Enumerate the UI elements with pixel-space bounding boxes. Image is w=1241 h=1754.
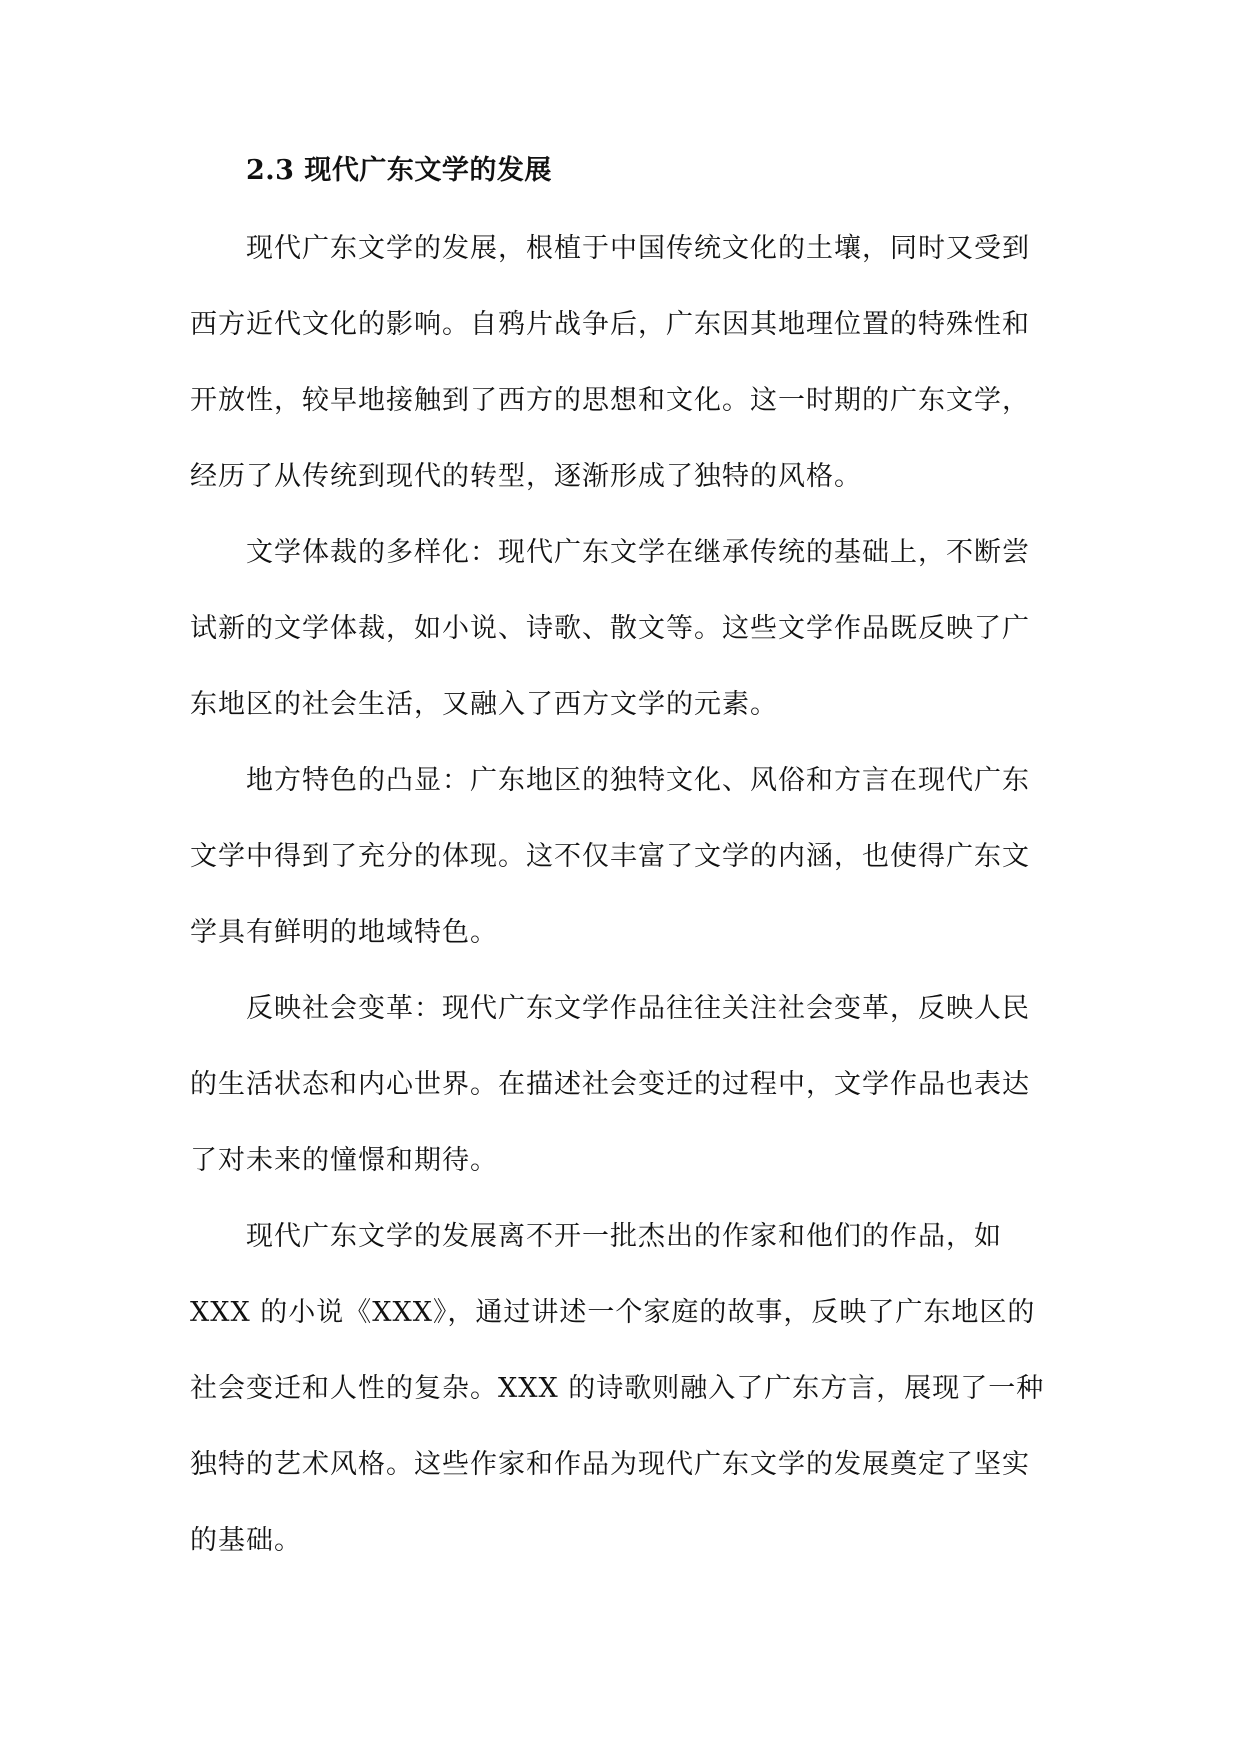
paragraph-line: 学具有鲜明的地域特色。 (190, 917, 498, 948)
paragraph-line: 现代广东文学的发展，根植于中国传统文化的土壤，同时又受到 (246, 233, 1030, 264)
section-heading: 2.3 现代广东文学的发展 (246, 155, 552, 186)
paragraph-line: 现代广东文学的发展离不开一批杰出的作家和他们的作品，如 (246, 1221, 1002, 1252)
paragraph-line: 的生活状态和内心世界。在描述社会变迁的过程中，文学作品也表达 (190, 1069, 1030, 1100)
paragraph-line: 文学体裁的多样化：现代广东文学在继承传统的基础上，不断尝 (246, 537, 1030, 568)
paragraph-writers-and-works (190, 1216, 1070, 1596)
paragraph-line: 地方特色的凸显：广东地区的独特文化、风俗和方言在现代广东 (246, 765, 1030, 796)
paragraph-social-change (190, 988, 1070, 1216)
paragraph-line: 东地区的社会生活，又融入了西方文学的元素。 (190, 689, 778, 720)
paragraph-line: 试新的文学体裁，如小说、诗歌、散文等。这些文学作品既反映了广 (190, 613, 1030, 644)
paragraph-line: 了对未来的憧憬和期待。 (190, 1145, 498, 1176)
paragraph-line: 文学中得到了充分的体现。这不仅丰富了文学的内涵，也使得广东文 (190, 841, 1030, 872)
paragraph-line: 反映社会变革：现代广东文学作品往往关注社会变革，反映人民 (246, 993, 1030, 1024)
paragraph-line: 社会变迁和人性的复杂。XXX 的诗歌则融入了广东方言，展现了一种 (190, 1373, 1045, 1404)
paragraph-introduction (190, 228, 1070, 532)
paragraph-line: XXX 的小说《XXX》，通过讲述一个家庭的故事，反映了广东地区的 (190, 1297, 1036, 1328)
paragraph-genre-diversity (190, 532, 1070, 760)
paragraph-line: 独特的艺术风格。这些作家和作品为现代广东文学的发展奠定了坚实 (190, 1449, 1030, 1480)
paragraph-line: 西方近代文化的影响。自鸦片战争后，广东因其地理位置的特殊性和 (190, 309, 1030, 340)
paragraph-local-features (190, 760, 1070, 988)
paragraph-line: 的基础。 (190, 1525, 302, 1556)
paragraph-line: 开放性，较早地接触到了西方的思想和文化。这一时期的广东文学， (190, 385, 1030, 416)
paragraph-line: 经历了从传统到现代的转型，逐渐形成了独特的风格。 (190, 461, 862, 492)
